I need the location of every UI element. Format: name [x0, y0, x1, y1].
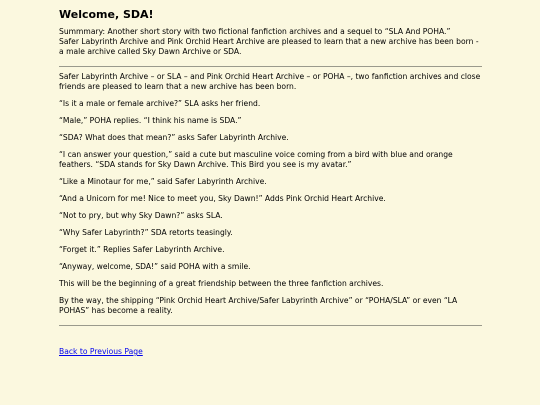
story-paragraph: “Like a Minotaur for me,” said Safer Labyrinth Archive. — [59, 177, 267, 186]
story-paragraph: “I can answer your question,” said a cute but masculine voice coming from a bird with blue and orange feathers. “SDA stands for Sky Dawn Archive. This Bird you see is my avatar.” — [59, 150, 453, 169]
back-to-previous-page-link[interactable]: Back to Previous Page — [59, 347, 143, 356]
story-paragraph: “Why Safer Labyrinth?” SDA retorts teasingly. — [59, 228, 233, 237]
story-summary — [59, 27, 482, 57]
story-paragraph: “Forget it.” Replies Safer Labyrinth Archive. — [59, 245, 225, 254]
story-paragraph: Safer Labyrinth Archive – or SLA – and Pink Orchid Heart Archive – or POHA –, two fanfiction archives and close friends are pleased to learn that a new archive has been born. — [59, 72, 481, 91]
story-paragraph: “And a Unicorn for me! Nice to meet you, Sky Dawn!” Adds Pink Orchid Heart Archive. — [59, 194, 386, 203]
story-paragraph: “Male,” POHA replies. “I think his name is SDA.” — [59, 116, 242, 125]
summary-line: Safer Labyrinth Archive and Pink Orchid Heart Archive are pleased to learn that a new archive has been born - a male archive called Sky Dawn Archive or SDA. — [59, 37, 479, 56]
top-divider — [59, 66, 482, 67]
story-paragraph: “SDA? What does that mean?” asks Safer Labyrinth Archive. — [59, 133, 289, 142]
story-paragraph: This will be the beginning of a great friendship between the three fanfiction archives. — [59, 279, 384, 288]
story-paragraph: “Not to pry, but why Sky Dawn?” asks SLA. — [59, 211, 223, 220]
story-paragraph: “Anyway, welcome, SDA!” said POHA with a smile. — [59, 262, 251, 271]
story-paragraph: By the way, the shipping “Pink Orchid Heart Archive/Safer Labyrinth Archive” or “POHA/SLA” or even “LA POHAS” has become a reality. — [59, 296, 458, 315]
story-title: Welcome, SDA! — [59, 8, 154, 21]
story-paragraph: “Is it a male or female archive?” SLA asks her friend. — [59, 99, 261, 108]
story-body — [59, 72, 482, 316]
summary-line: Summmary: Another short story with two fictional fanfiction archives and a sequel to “SLA And POHA.” — [59, 27, 451, 36]
bottom-divider — [59, 325, 482, 326]
